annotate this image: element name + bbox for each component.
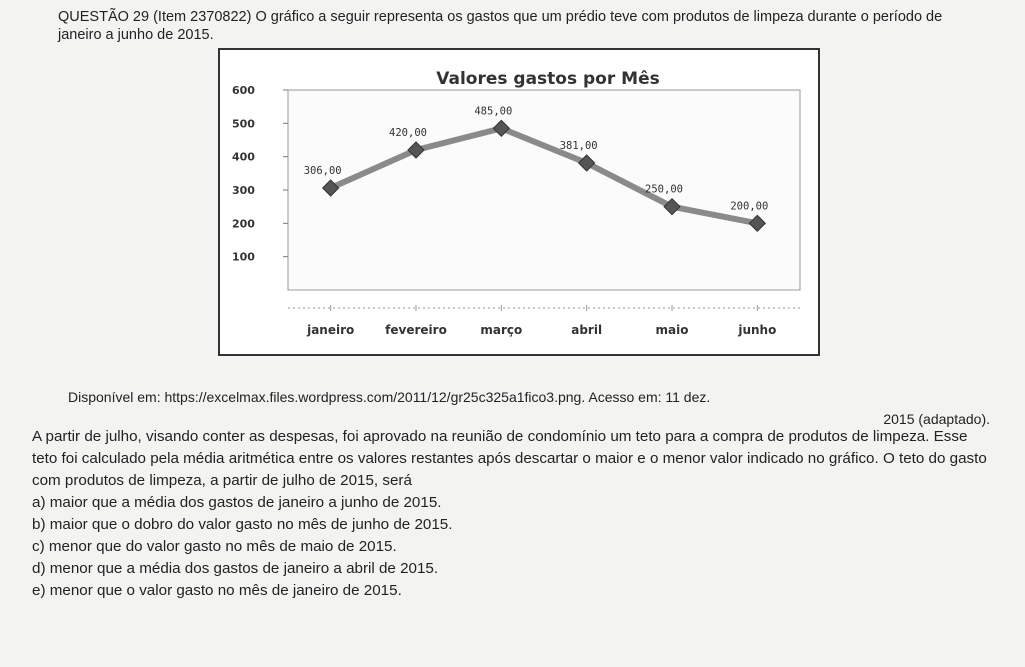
x-tick-label: fevereiro	[385, 323, 447, 337]
y-tick-label: 500	[232, 117, 255, 131]
plot-area	[288, 90, 800, 290]
chart-canvas	[220, 50, 818, 354]
x-tick-label: maio	[655, 323, 689, 337]
y-tick-label: 100	[232, 250, 255, 264]
option-d: d) menor que a média dos gastos de janeiro a abril de 2015.	[32, 560, 439, 577]
data-label: 200,00	[730, 200, 769, 213]
x-axis	[288, 305, 800, 337]
y-tick-label: 300	[232, 184, 255, 197]
data-label: 250,00	[645, 183, 683, 196]
option-b: b) maior que o dobro do valor gasto no mês de junho de 2015.	[32, 516, 453, 533]
source-line-2: 2015 (adaptado).	[883, 411, 990, 427]
data-label: 381,00	[559, 140, 598, 152]
x-tick-label: abril	[571, 323, 603, 337]
data-label: 306,00	[303, 165, 342, 177]
y-axis	[232, 84, 288, 264]
chart-title: Valores gastos por Mês	[436, 69, 660, 89]
data-label: 485,00	[474, 105, 513, 118]
source-citation	[68, 386, 990, 430]
option-e: e) menor que o valor gasto no mês de janeiro de 2015.	[32, 582, 402, 599]
answer-options	[32, 492, 992, 602]
x-tick-label: março	[480, 323, 523, 337]
question-statement: A partir de julho, visando conter as despesas, foi aprovado na reunião de condomínio um teto para a compra de produtos de limpeza. Esse teto foi calculado pela média aritmética entre os valores restantes após descartar o maior e o menor valor indicado no gráfico. O teto do gasto com produtos de limpeza, a partir de julho de 2015, será	[32, 428, 987, 489]
x-tick-label: junho	[738, 323, 777, 337]
source-line-1: Disponível em: https://excelmax.files.wordpress.com/2011/12/gr25c325a1fico3.png. Acesso em: 11 dez.	[68, 389, 711, 405]
line-chart	[218, 48, 820, 356]
question-header: QUESTÃO 29 (Item 2370822) O gráfico a seguir representa os gastos que um prédio teve com produtos de limpeza durante o período de janeiro a junho de 2015.	[58, 9, 943, 43]
y-tick-label: 200	[232, 217, 255, 231]
option-c: c) menor que do valor gasto no mês de maio de 2015.	[32, 538, 397, 555]
y-tick-label: 600	[232, 84, 255, 97]
x-tick-label: janeiro	[307, 323, 355, 337]
y-tick-label: 400	[232, 150, 255, 164]
option-a: a) maior que a média dos gastos de janeiro a junho de 2015.	[32, 494, 442, 511]
question-body	[32, 426, 992, 602]
data-label: 420,00	[389, 127, 427, 139]
